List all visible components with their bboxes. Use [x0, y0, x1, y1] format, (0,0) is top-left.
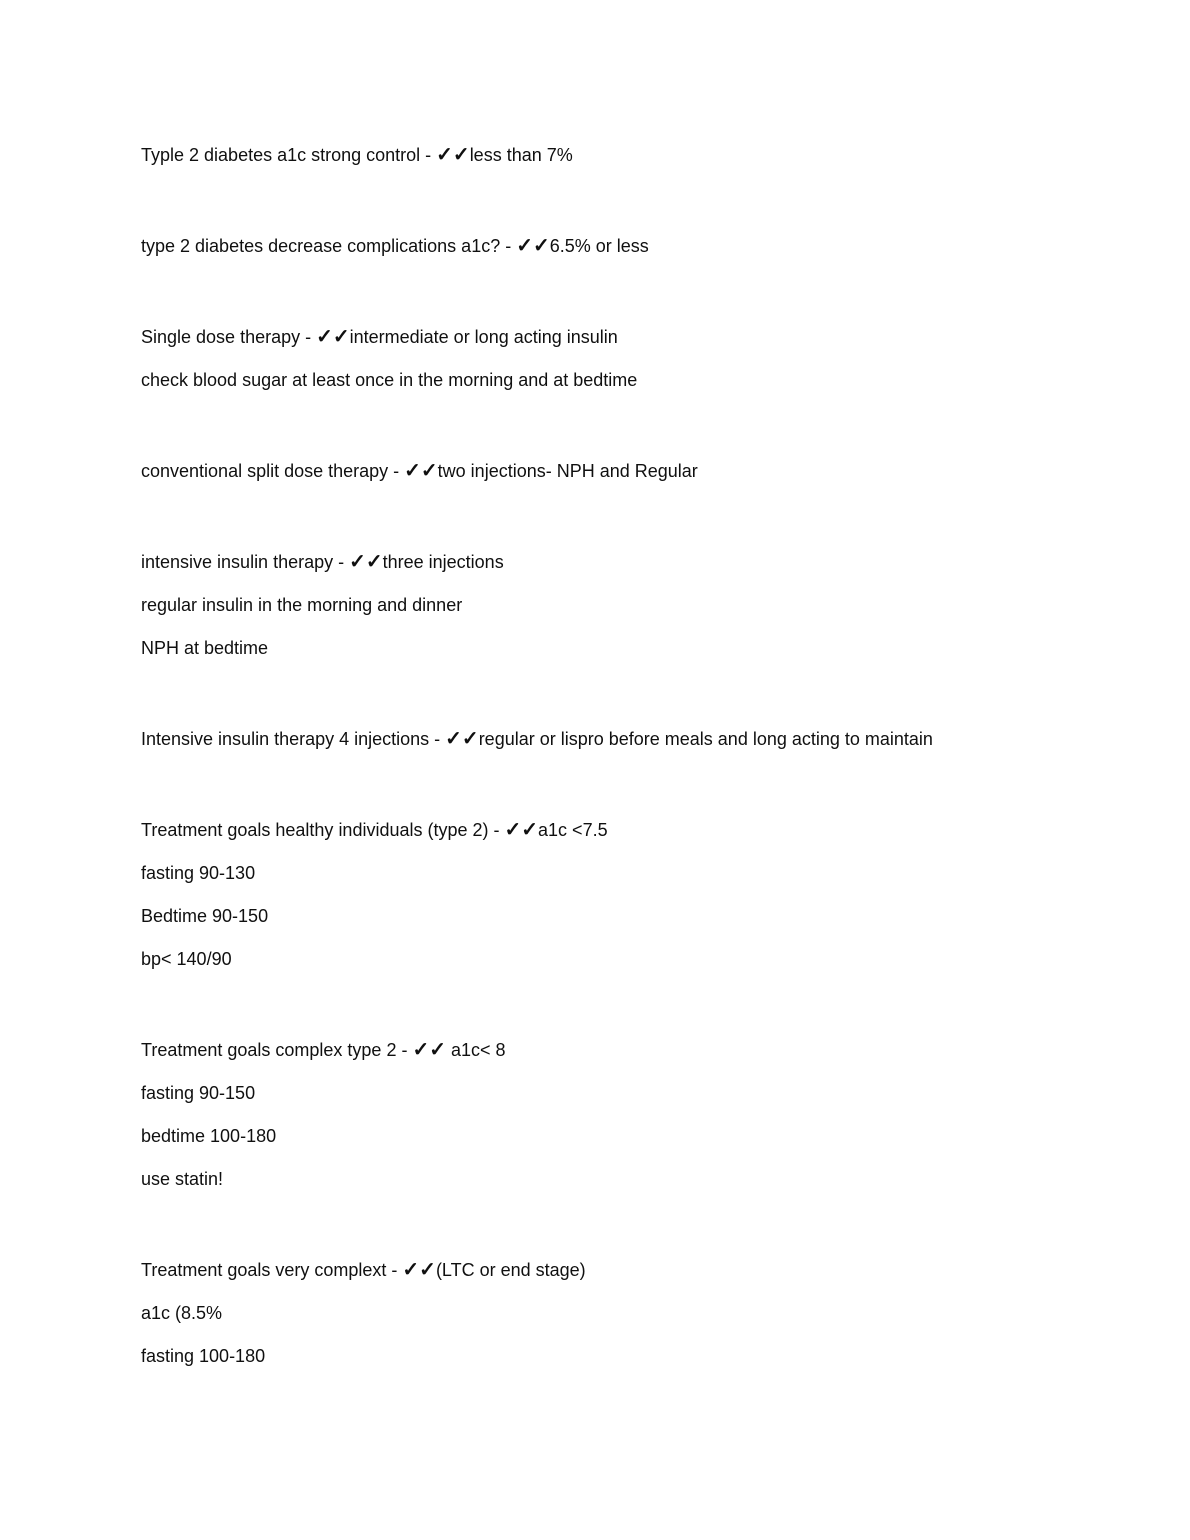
double-checkmark-icon: ✓✓	[436, 144, 470, 166]
card-answer-line: use statin!	[141, 1169, 224, 1189]
card-question-text: Treatment goals healthy individuals (type 2) -	[141, 820, 505, 840]
card-answer-line: bedtime 100-180	[141, 1126, 277, 1146]
card-answer-line: check blood sugar at least once in the morning and at bedtime	[141, 370, 638, 390]
card-question-line	[141, 541, 1100, 584]
card-question-text: Single dose therapy -	[141, 327, 317, 347]
card-answer-inline: regular or lispro before meals and long acting to maintain	[478, 729, 933, 749]
card-question-text: type 2 diabetes decrease complications a1c? -	[141, 236, 517, 256]
card-list	[141, 134, 1100, 1378]
card-question-text: Intensive insulin therapy 4 injections -	[141, 729, 446, 749]
card-answer-inline: two injections- NPH and Regular	[437, 461, 698, 481]
flashcard	[141, 225, 1100, 268]
flashcard	[141, 316, 1100, 402]
card-answer-inline: three injections	[382, 552, 504, 572]
card-answer-inline: a1c <7.5	[538, 820, 608, 840]
flashcard	[141, 809, 1100, 981]
double-checkmark-icon: ✓✓	[412, 1039, 446, 1061]
card-answer-line: a1c (8.5%	[141, 1303, 223, 1323]
card-answer-inline: intermediate or long acting insulin	[349, 327, 618, 347]
flashcard	[141, 541, 1100, 670]
card-answer-line: fasting 90-130	[141, 863, 256, 883]
card-answer-inline: less than 7%	[469, 145, 573, 165]
card-question-line	[141, 718, 1100, 761]
flashcard	[141, 1029, 1100, 1201]
card-question-line	[141, 316, 1100, 359]
double-checkmark-icon: ✓✓	[504, 819, 539, 841]
double-checkmark-icon: ✓✓	[516, 235, 550, 257]
flashcard	[141, 134, 1100, 177]
double-checkmark-icon: ✓✓	[316, 326, 350, 348]
card-answer-line: regular insulin in the morning and dinner	[141, 595, 463, 615]
flashcard	[141, 718, 1100, 761]
card-question-text: conventional split dose therapy -	[141, 461, 405, 481]
card-answer-inline: 6.5% or less	[549, 236, 649, 256]
card-question-text: Treatment goals very complext -	[141, 1260, 403, 1280]
double-checkmark-icon: ✓✓	[445, 728, 479, 750]
card-answer-line: Bedtime 90-150	[141, 906, 269, 926]
card-answer-line: NPH at bedtime	[141, 638, 269, 658]
card-answer-inline: a1c< 8	[445, 1040, 506, 1060]
double-checkmark-icon: ✓✓	[404, 460, 438, 482]
card-question-line	[141, 1249, 1100, 1292]
card-answer-inline: (LTC or end stage)	[435, 1260, 586, 1280]
double-checkmark-icon: ✓✓	[402, 1259, 436, 1281]
flashcard	[141, 450, 1100, 493]
card-question-line	[141, 1029, 1100, 1072]
card-question-text: Typle 2 diabetes a1c strong control -	[141, 145, 437, 165]
card-question-line	[141, 450, 1100, 493]
card-answer-line: fasting 90-150	[141, 1083, 256, 1103]
card-question-line	[141, 809, 1100, 852]
double-checkmark-icon: ✓✓	[349, 551, 383, 573]
card-question-text: intensive insulin therapy -	[141, 552, 350, 572]
card-question-line	[141, 225, 1100, 268]
flashcard	[141, 1249, 1100, 1378]
card-answer-line: fasting 100-180	[141, 1346, 266, 1366]
card-question-line	[141, 134, 1100, 177]
card-answer-line: bp< 140/90	[141, 949, 232, 969]
card-question-text: Treatment goals complex type 2 -	[141, 1040, 413, 1060]
